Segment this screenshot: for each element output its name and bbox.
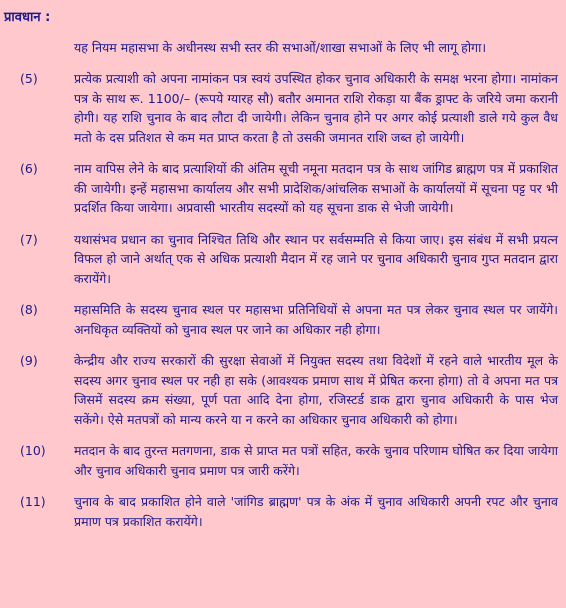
clause-text: मतदान के बाद तुरन्त मतगणना, डाक से प्राप्त मत पत्रों सहित, करके चुनाव परिणाम घोषित कर दिया जायेगा और चुनाव अधिकारी चुनाव प्रमाण पत्र जारी करेंगे। <box>74 443 558 478</box>
clause-9 <box>4 351 558 429</box>
clause-text: प्रत्येक प्रत्याशी को अपना नामांकन पत्र स्वयं उपस्थित होकर चुनाव अधिकारी के समक्ष भरना होगा। नामांकन पत्र के साथ रू. 1100/– (रूपये ग्यारह सौ) बतौर अमानत राशि रोकड़ा या बैंक ड्राफ्ट के जरिये जमा करानी होगी। यह राशि चुनाव के बाद लौटा दी जायेगी। लेकिन चुनाव होने पर अगर कोई प्रत्याशी डाले गये कुल वैध मतो के दस प्रतिशत से कम मत प्राप्त करता है तो उसकी जमानत राशि जब्त हो जायेगी। <box>74 71 558 145</box>
clause-text: चुनाव के बाद प्रकाशित होने वाले 'जांगिड ब्राह्मण' पत्र के अंक में चुनाव अधिकारी अपनी रपट और चुनाव प्रमाण पत्र प्रकाशित करायेंगे। <box>74 494 558 529</box>
clause-text: नाम वापिस लेने के बाद प्रत्याशियों की अंतिम सूची नमूना मतदान पत्र के साथ जांगिड ब्राह्मण पत्र में प्रकाशित की जायेगी। इन्हें महासभा कार्यालय और सभी प्रादेशिक/आंचलिक सभाओं के कार्यालयों में सूचना पट्ट पर भी प्रदर्शित किया जायेगा। अप्रवासी भारतीय सदस्यों को यह सूचना डाक से भेजी जायेगी। <box>74 161 558 215</box>
intro-text: यह नियम महासभा के अधीनस्थ सभी स्तर की सभाओं/शाखा सभाओं के लिए भी लागू होगा। <box>74 39 487 55</box>
clause-6 <box>4 159 558 218</box>
section-heading: प्रावधान : <box>4 10 51 25</box>
clause-text: यथासंभव प्रधान का चुनाव निश्चित तिथि और स्थान पर सर्वसम्मति से किया जाए। इस संबंध में सभी प्रयत्न विफल हो जाने अर्थात् एक से अधिक प्रत्याशी मैदान में रह जाने पर चुनाव अधिकारी चुनाव गुप्त मतदान द्वारा करायेंगे। <box>74 231 558 286</box>
intro-spacer <box>4 38 74 58</box>
clause-number: (6) <box>20 161 38 176</box>
clause-number: (7) <box>20 231 38 247</box>
clause-number: (11) <box>20 494 46 509</box>
clause-number: (10) <box>20 443 46 458</box>
clause-text: महासमिति के सदस्य चुनाव स्थल पर महासभा प्रतिनिधियों से अपना मत पत्र लेकर चुनाव स्थल पर जायेंगे। अनधिकृत व्यक्तियों को चुनाव स्थल पर जाने का अधिकार नही होगा। <box>74 302 558 337</box>
clause-number: (9) <box>20 353 38 368</box>
clause-text: केन्द्रीय और राज्य सरकारों की सुरक्षा सेवाओं में नियुक्त सदस्य तथा विदेशों में रहने वाले भारतीय मूल के सदस्य अगर चुनाव स्थल पर नही हा सके (आवश्यक प्रमाण साथ में प्रेषित करना होगा) तो वे अपना मत पत्र जिसमें सदस्य क्रम संख्या, पूर्ण पता आदि देना होगा, रजिस्टर्ड डाक द्वारा चुनाव अधिकारी के पास भेज सकेंगे। ऐसे मतपत्रों को मान्य करने या न करने का अधिकार चुनाव अधिकारी को होगा। <box>74 353 558 427</box>
clause-8 <box>4 300 558 339</box>
clause-number: (8) <box>20 302 38 317</box>
clause-5 <box>4 69 558 147</box>
clause-11 <box>4 492 558 531</box>
clause-number: (5) <box>20 71 38 86</box>
intro-paragraph <box>4 38 558 58</box>
clause-10 <box>4 441 558 480</box>
clause-7 <box>4 230 558 289</box>
